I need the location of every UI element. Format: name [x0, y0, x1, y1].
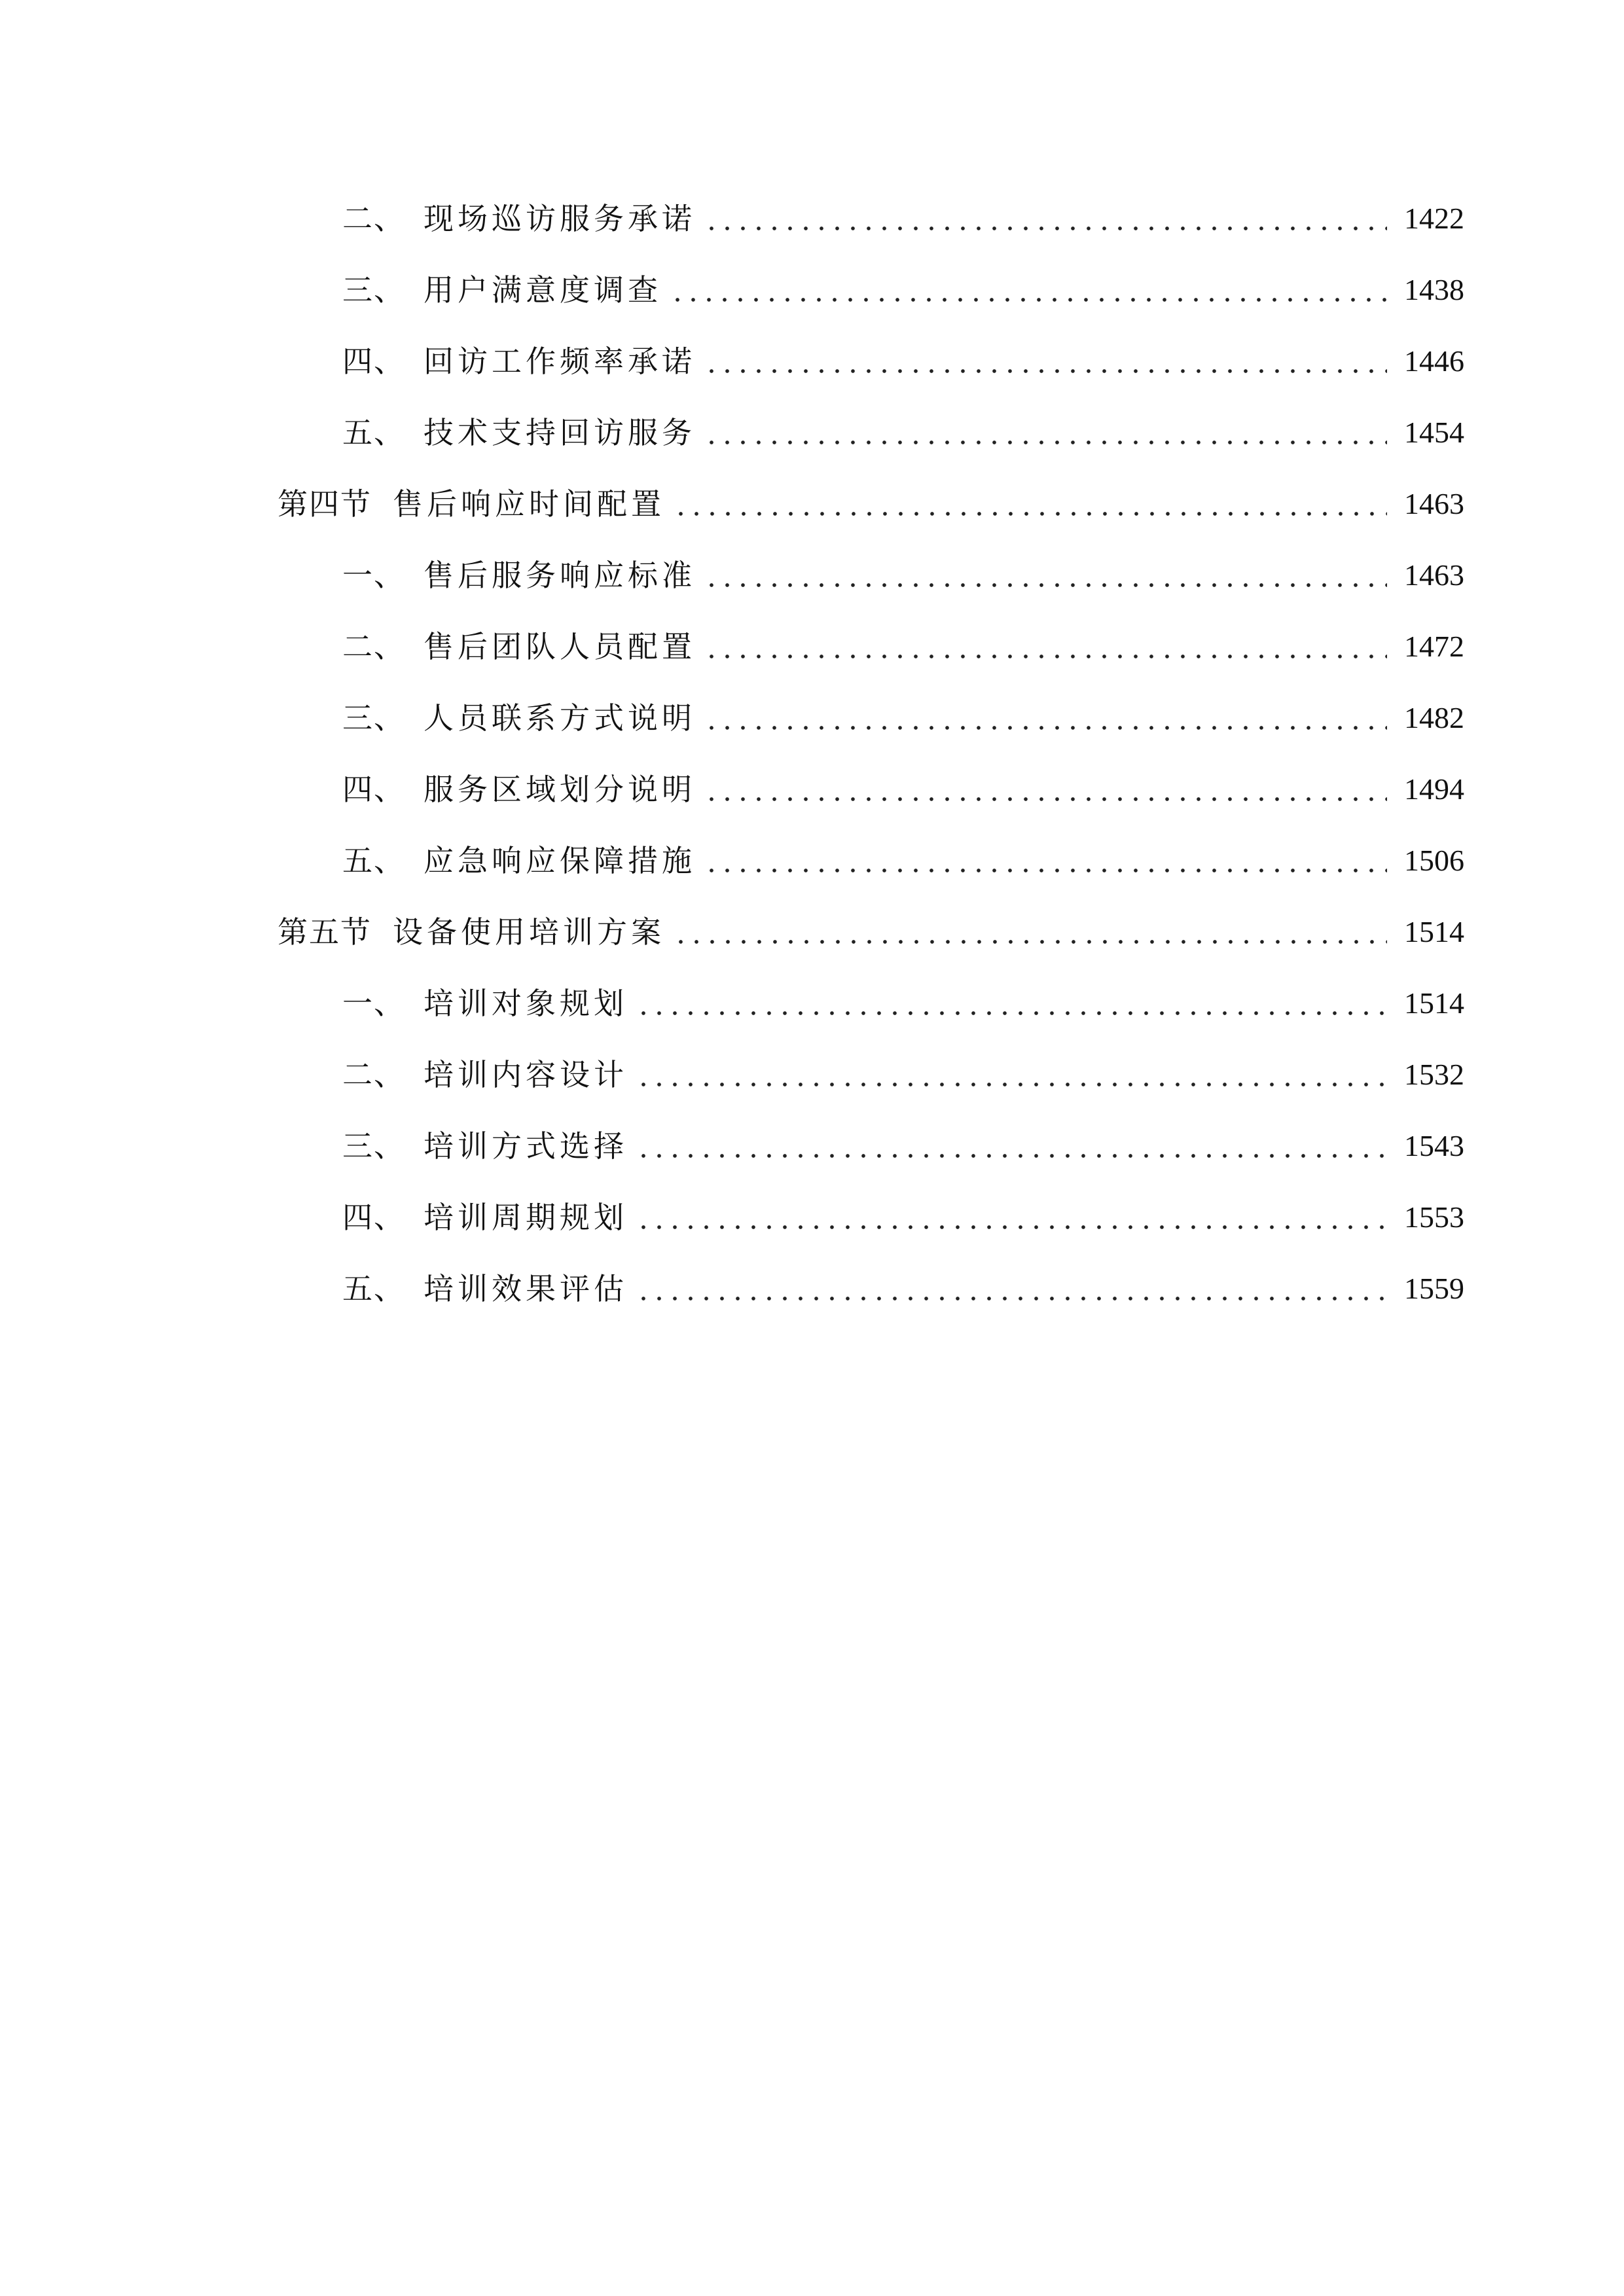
dot-leader: [636, 977, 1387, 1030]
dot-leader: [704, 406, 1387, 459]
entry-number: 四、: [342, 772, 405, 807]
toc-entry[interactable]: [342, 692, 1464, 744]
toc-entry[interactable]: [342, 406, 1464, 459]
dot-leader: [704, 834, 1387, 887]
page-number: 1494: [1404, 772, 1464, 806]
page-number: 1422: [1404, 202, 1464, 235]
page-number: 1463: [1404, 558, 1464, 592]
page-number: 1543: [1404, 1129, 1464, 1162]
toc-entry[interactable]: [342, 977, 1464, 1030]
dot-leader: [636, 1263, 1387, 1315]
toc-entry[interactable]: [278, 478, 1464, 530]
entry-title: 用户满意度调查: [424, 272, 662, 308]
entry-number: 三、: [342, 700, 405, 736]
page-number: 1532: [1404, 1058, 1464, 1091]
toc-entry[interactable]: [342, 834, 1464, 887]
entry-number: 第四节: [278, 486, 372, 522]
page-number: 1514: [1404, 986, 1464, 1020]
entry-title: 回访工作频率承诺: [424, 344, 696, 379]
page-number: 1472: [1404, 630, 1464, 663]
entry-title: 培训内容设计: [424, 1057, 628, 1092]
entry-title: 技术支持回访服务: [424, 415, 696, 450]
entry-title: 培训效果评估: [424, 1271, 628, 1306]
entry-title: 售后响应时间配置: [393, 486, 665, 522]
toc-entry[interactable]: [278, 906, 1464, 958]
toc-entry[interactable]: [342, 192, 1464, 245]
entry-number: 二、: [342, 201, 405, 236]
page-number: 1463: [1404, 487, 1464, 520]
entry-title: 服务区域划分说明: [424, 772, 696, 807]
dot-leader: [673, 478, 1387, 530]
dot-leader: [673, 906, 1387, 958]
entry-number: 三、: [342, 272, 405, 308]
entry-title: 培训方式选择: [424, 1128, 628, 1164]
page-number: 1553: [1404, 1200, 1464, 1234]
entry-title: 应急响应保障措施: [424, 843, 696, 878]
page-number: 1506: [1404, 844, 1464, 877]
entry-number: 二、: [342, 629, 405, 664]
toc-entry[interactable]: [342, 335, 1464, 387]
entry-title: 售后服务响应标准: [424, 558, 696, 593]
toc-entry[interactable]: [342, 763, 1464, 816]
entry-number: 五、: [342, 843, 405, 878]
entry-number: 一、: [342, 986, 405, 1021]
page-number: 1438: [1404, 273, 1464, 306]
dot-leader: [636, 1120, 1387, 1172]
page-number: 1482: [1404, 701, 1464, 734]
dot-leader: [704, 763, 1387, 816]
dot-leader: [704, 692, 1387, 744]
entry-number: 第五节: [278, 914, 372, 950]
dot-leader: [704, 192, 1387, 245]
entry-number: 一、: [342, 558, 405, 593]
entry-title: 培训周期规划: [424, 1200, 628, 1235]
toc-entry[interactable]: [342, 620, 1464, 673]
toc-entry[interactable]: [342, 549, 1464, 601]
page-number: 1559: [1404, 1272, 1464, 1305]
page-number: 1446: [1404, 344, 1464, 378]
dot-leader: [704, 335, 1387, 387]
entry-title: 设备使用培训方案: [393, 914, 665, 950]
page-number: 1514: [1404, 915, 1464, 948]
entry-title: 培训对象规划: [424, 986, 628, 1021]
entry-title: 人员联系方式说明: [424, 700, 696, 736]
dot-leader: [636, 1191, 1387, 1244]
toc-entry[interactable]: [342, 1120, 1464, 1172]
entry-number: 五、: [342, 415, 405, 450]
page-number: 1454: [1404, 416, 1464, 449]
entry-title: 现场巡访服务承诺: [424, 201, 696, 236]
entry-title: 售后团队人员配置: [424, 629, 696, 664]
toc-entry[interactable]: [342, 1263, 1464, 1315]
entry-number: 四、: [342, 344, 405, 379]
toc-entry[interactable]: [342, 264, 1464, 316]
toc-entry[interactable]: [342, 1049, 1464, 1101]
dot-leader: [704, 549, 1387, 601]
entry-number: 四、: [342, 1200, 405, 1235]
dot-leader: [670, 264, 1387, 316]
entry-number: 三、: [342, 1128, 405, 1164]
dot-leader: [636, 1049, 1387, 1101]
toc-entry[interactable]: [342, 1191, 1464, 1244]
entry-number: 二、: [342, 1057, 405, 1092]
dot-leader: [704, 620, 1387, 673]
entry-number: 五、: [342, 1271, 405, 1306]
